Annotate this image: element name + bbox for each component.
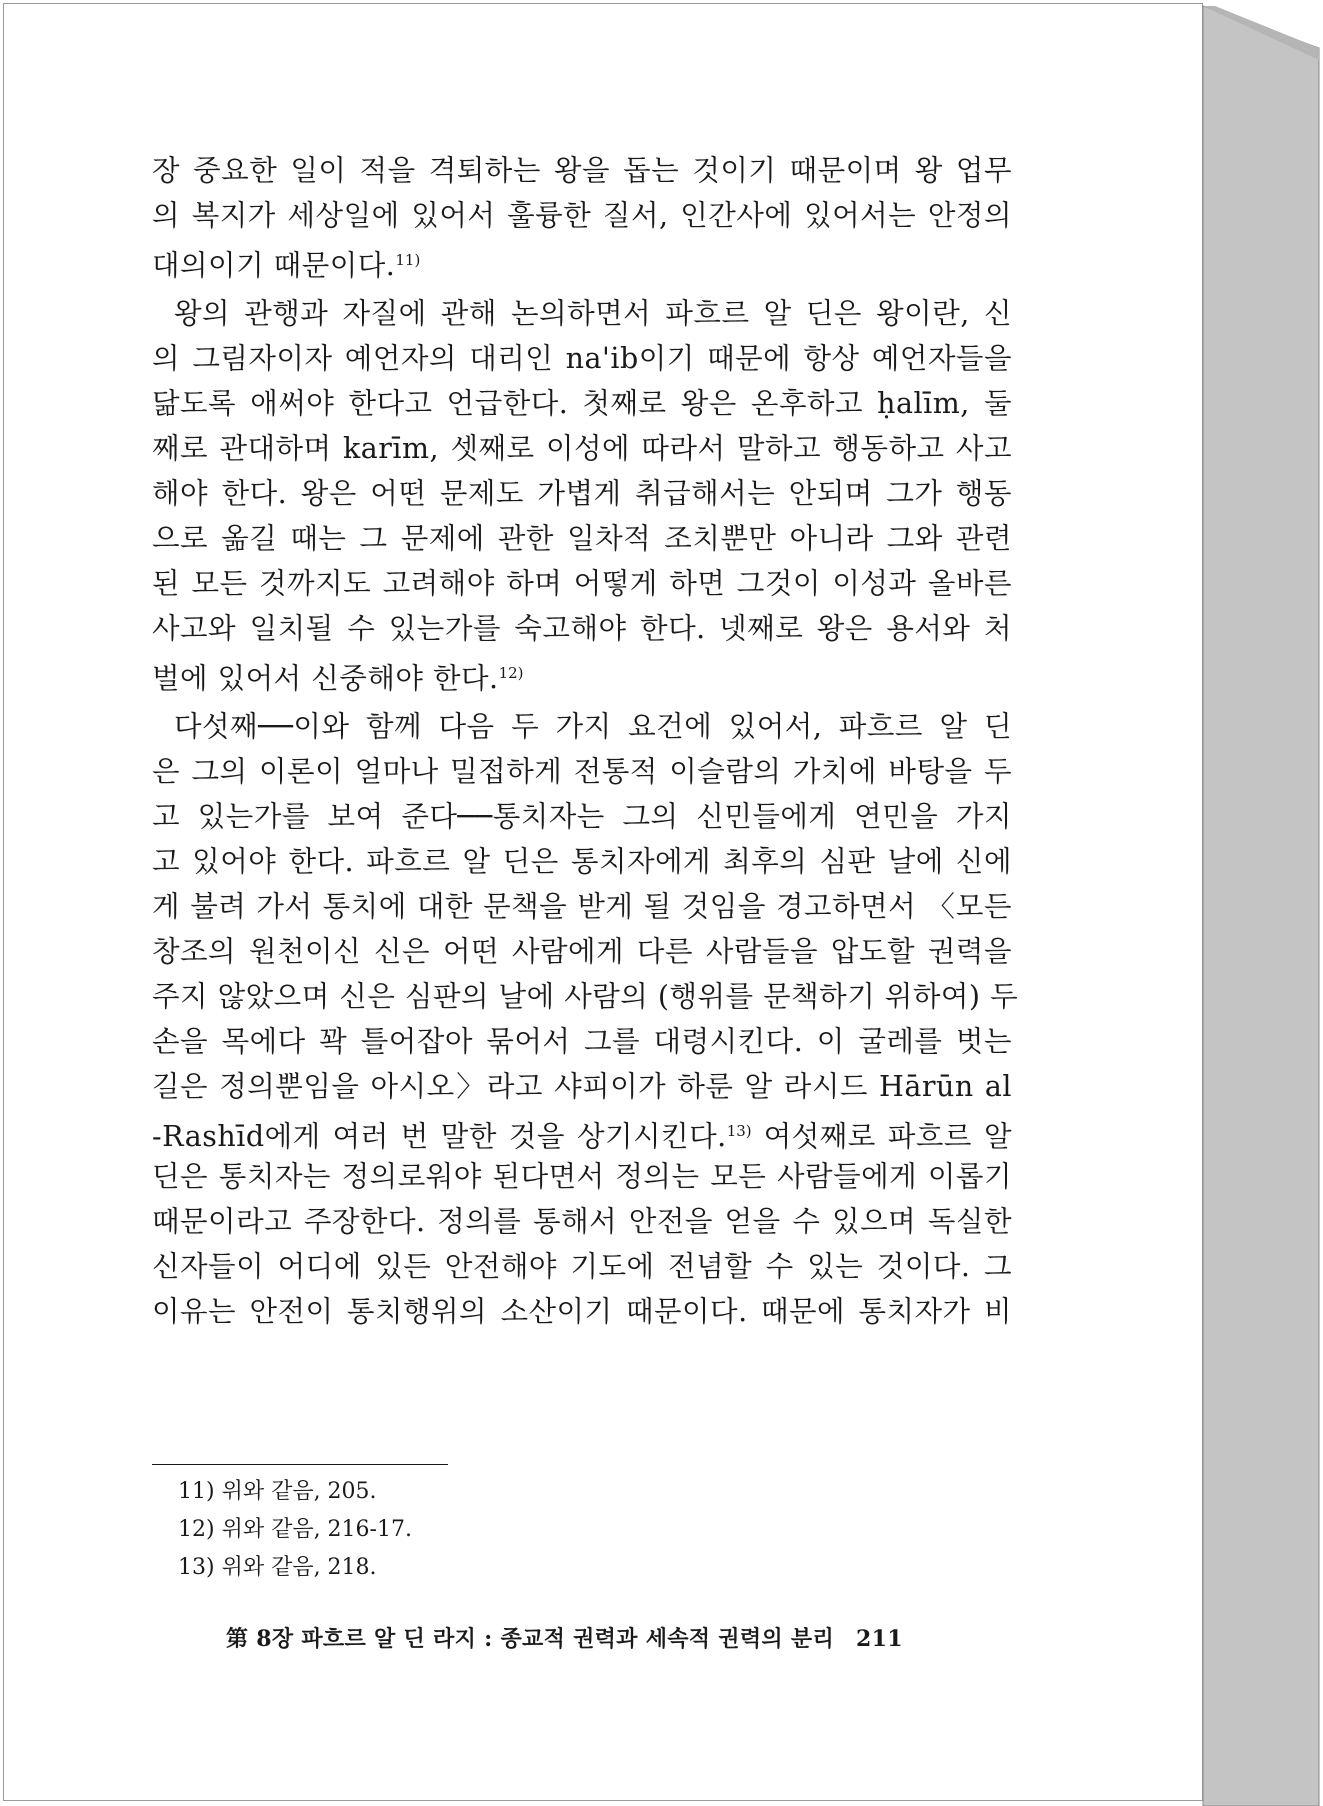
text-line: 의 복지가 세상일에 있어서 훌륭한 질서, 인간사에 있어서는 안정의 bbox=[152, 199, 1012, 232]
body-text bbox=[152, 148, 1019, 1334]
text-line: 해야 한다. 왕은 어떤 문제도 가볍게 취급해서는 안되며 그가 행동 bbox=[152, 477, 1012, 510]
text-line: 신자들이 어디에 있든 안전해야 기도에 전념할 수 있는 것이다. 그 bbox=[152, 1250, 1012, 1283]
text-line: 손을 목에다 꽉 틀어잡아 묶어서 그를 대령시킨다. 이 굴레를 벗는 bbox=[152, 1025, 1012, 1058]
text-line: 된 모든 것까지도 고려해야 하며 어떻게 하면 그것이 이성과 올바른 bbox=[152, 567, 1012, 600]
text-line: 은 그의 이론이 얼마나 밀접하게 전통적 이슬람의 가치에 바탕을 두 bbox=[152, 755, 1012, 788]
text-line: 주지 않았으며 신은 심판의 날에 사람의 (행위를 문책하기 위하여) 두 bbox=[152, 980, 1019, 1013]
running-title: 第 8장 파흐르 알 딘 라지 : 종교적 권력과 세속적 권력의 분리 bbox=[226, 1626, 835, 1652]
text-line: 고 있어야 한다. 파흐르 알 딘은 통치자에게 최후의 심판 날에 신에 bbox=[152, 845, 1012, 878]
text-line: 대의이기 때문이다.$^{11)}$ bbox=[152, 249, 421, 282]
text-line: 의 그림자이자 예언자의 대리인 na'ib이기 때문에 항상 예언자들을 bbox=[152, 342, 1012, 375]
text-line: 사고와 일치될 수 있는가를 숙고해야 한다. 넷째로 왕은 용서와 처 bbox=[152, 612, 1012, 645]
footnote: 13) 위와 같음, 218. bbox=[178, 1555, 377, 1580]
footnote: 12) 위와 같음, 216-17. bbox=[178, 1517, 412, 1542]
text-line: 게 불려 가서 통치에 대한 문책을 받게 될 것임을 경고하면서 〈모든 bbox=[152, 890, 1012, 923]
text-line: 딘은 통치자는 정의로워야 된다면서 정의는 모든 사람들에게 이롭기 bbox=[152, 1160, 1012, 1193]
text-line: 으로 옮길 때는 그 문제에 관한 일차적 조치뿐만 아니라 그와 관련 bbox=[152, 522, 1012, 555]
text-line: 고 있는가를 보여 준다──통치자는 그의 신민들에게 연민을 가지 bbox=[152, 800, 1012, 833]
text-line: 벌에 있어서 신중해야 한다.$^{12)}$ bbox=[152, 662, 524, 695]
footnotes bbox=[178, 1473, 412, 1587]
footnote-ref: 13) bbox=[726, 1122, 752, 1140]
footnote-divider bbox=[152, 1464, 448, 1465]
text-line: 때문이라고 주장한다. 정의를 통해서 안전을 얻을 수 있으며 독실한 bbox=[152, 1205, 1012, 1238]
text-line: 이유는 안전이 통치행위의 소산이기 때문이다. 때문에 통치자가 비 bbox=[152, 1295, 1012, 1328]
text-line: 다섯째──이와 함께 다음 두 가지 요건에 있어서, 파흐르 알 딘 bbox=[174, 710, 1013, 743]
text-line: 창조의 원천이신 신은 어떤 사람에게 다른 사람들을 압도할 권력을 bbox=[152, 935, 1012, 968]
running-footer bbox=[226, 1622, 903, 1653]
page-number: 211 bbox=[856, 1626, 903, 1652]
text-line: 닮도록 애써야 한다고 언급한다. 첫째로 왕은 온후하고 ḥalīm, 둘 bbox=[152, 387, 1012, 420]
text-line: 장 중요한 일이 적을 격퇴하는 왕을 돕는 것이기 때문이며 왕 업무 bbox=[152, 154, 1012, 187]
text-line: 왕의 관행과 자질에 관해 논의하면서 파흐르 알 딘은 왕이란, 신 bbox=[174, 297, 1012, 330]
text-line: -Rashīd에게 여러 번 말한 것을 상기시킨다.$^{13)}$ 여섯째로 파흐르 알 bbox=[152, 1120, 1012, 1153]
text-line: 길은 정의뿐임을 아시오〉라고 샤피이가 하룬 알 라시드 Hārūn al bbox=[152, 1070, 1012, 1103]
footnote-ref: 12) bbox=[498, 664, 524, 682]
footnote: 11) 위와 같음, 205. bbox=[178, 1479, 377, 1504]
text-line: 째로 관대하며 karīm, 셋째로 이성에 따라서 말하고 행동하고 사고 bbox=[152, 432, 1012, 465]
footnote-ref: 11) bbox=[395, 251, 421, 269]
